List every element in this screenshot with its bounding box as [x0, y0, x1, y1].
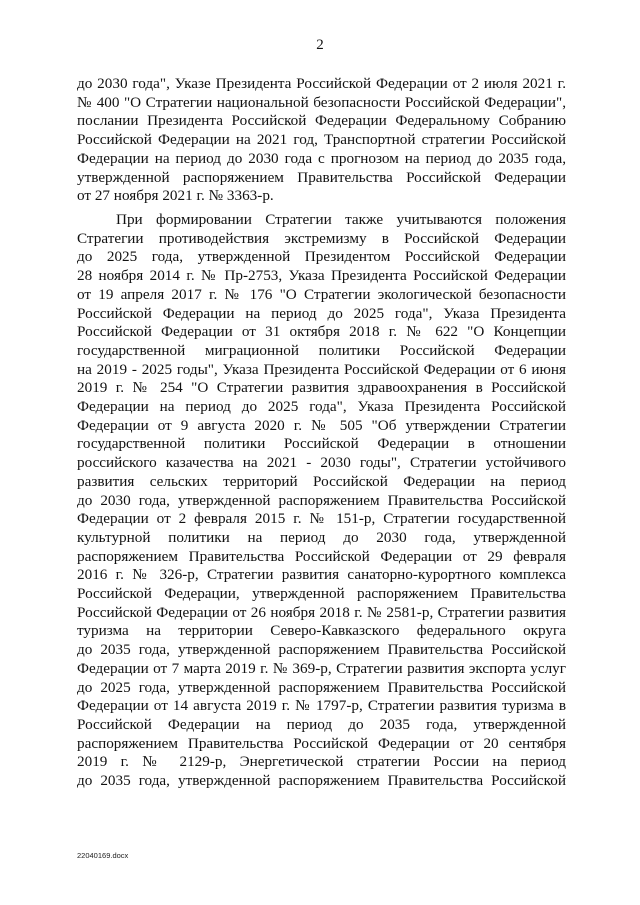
page-number: 2	[316, 37, 324, 53]
text-line: Федерации от 7 марта 2019 г. № 369-р, Стратегии развития экспорта услуг	[77, 659, 566, 677]
text-line: № 400 "О Стратегии национальной безопасности Российской Федерации",	[77, 93, 566, 111]
text-line: туризма на территории Северо-Кавказского федерального округа	[77, 622, 566, 640]
text-line: культурной политики на период до 2030 года, утвержденной	[77, 528, 566, 546]
text-line: от 27 ноября 2021 г. № 3363-р.	[77, 187, 274, 205]
text-line: 2016 г. № 326-р, Стратегии развития санаторно-курортного комплекса	[77, 566, 566, 584]
document-filename: 22040169.docx	[77, 851, 129, 860]
text-line: послании Президента Российской Федерации Федеральному Собранию	[77, 112, 566, 130]
text-line: государственной миграционной политики Российской Федерации	[77, 341, 566, 359]
text-line: 2019 г. № 254 "О Стратегии развития здравоохранения в Российской	[77, 379, 566, 397]
text-line: При формировании Стратегии также учитываются положения	[116, 211, 566, 228]
text-line: распоряжением Правительства Российской Федерации от 20 сентября	[77, 734, 566, 752]
text-line: российского казачества на 2021 - 2030 годы", Стратегии устойчивого	[77, 454, 566, 472]
text-line: утвержденной распоряжением Правительства Российской Федерации	[77, 168, 566, 186]
text-line: распоряжением Правительства Российской Федерации от 29 февраля	[77, 547, 566, 565]
text-line: Стратегии противодействия экстремизму в Российской Федерации	[77, 229, 566, 247]
text-line: Российской Федерации от 31 октября 2018 г. № 622 "О Концепции	[77, 323, 566, 341]
paragraph-1	[77, 75, 566, 206]
text-line: до 2025 года, утвержденной Президентом Российской Федерации	[77, 248, 566, 266]
text-line: Российской Федерации на период до 2035 года, утвержденной	[77, 715, 566, 733]
text-line: развития сельских территорий Российской Федерации на период	[77, 472, 566, 490]
text-line: на 2019 - 2025 годы", Указа Президента Российской Федерации от 6 июня	[77, 360, 566, 378]
text-line: до 2025 года, утвержденной распоряжением Правительства Российской	[77, 678, 566, 696]
text-line: 28 ноября 2014 г. № Пр-2753, Указа Президента Российской Федерации	[77, 267, 566, 285]
text-line: Российской Федерации, утвержденной распоряжением Правительства	[77, 585, 566, 603]
text-line: до 2030 года", Указе Президента Российской Федерации от 2 июля 2021 г.	[77, 75, 566, 92]
text-line: Федерации от 9 августа 2020 г. № 505 "Об утверждении Стратегии	[77, 416, 566, 434]
text-line: Российской Федерации от 26 ноября 2018 г. № 2581-р, Стратегии развития	[77, 603, 566, 621]
text-line: Российской Федерации на 2021 год, Транспортной стратегии Российской	[77, 131, 566, 149]
text-line: Федерации на период до 2030 года с прогнозом на период до 2035 года,	[77, 149, 566, 167]
text-line: Федерации от 2 февраля 2015 г. № 151-р, Стратегии государственной	[77, 510, 566, 528]
text-line: от 19 апреля 2017 г. № 176 "О Стратегии экологической безопасности	[77, 285, 566, 303]
paragraph-2	[77, 211, 566, 791]
text-line: до 2030 года, утвержденной распоряжением Правительства Российской	[77, 491, 566, 509]
text-line: Федерации на период до 2025 года", Указа Президента Российской	[77, 398, 566, 416]
text-line: государственной политики Российской Федерации в отношении	[77, 435, 566, 453]
text-line: 2019 г. № 2129-р, Энергетической стратегии России на период	[77, 753, 566, 771]
text-line: до 2035 года, утвержденной распоряжением Правительства Российской	[77, 641, 566, 659]
text-line: Российской Федерации на период до 2025 года", Указа Президента	[77, 304, 566, 322]
text-line: до 2035 года, утвержденной распоряжением Правительства Российской	[77, 772, 566, 790]
text-line: Федерации от 14 августа 2019 г. № 1797-р, Стратегии развития туризма в	[77, 697, 566, 715]
